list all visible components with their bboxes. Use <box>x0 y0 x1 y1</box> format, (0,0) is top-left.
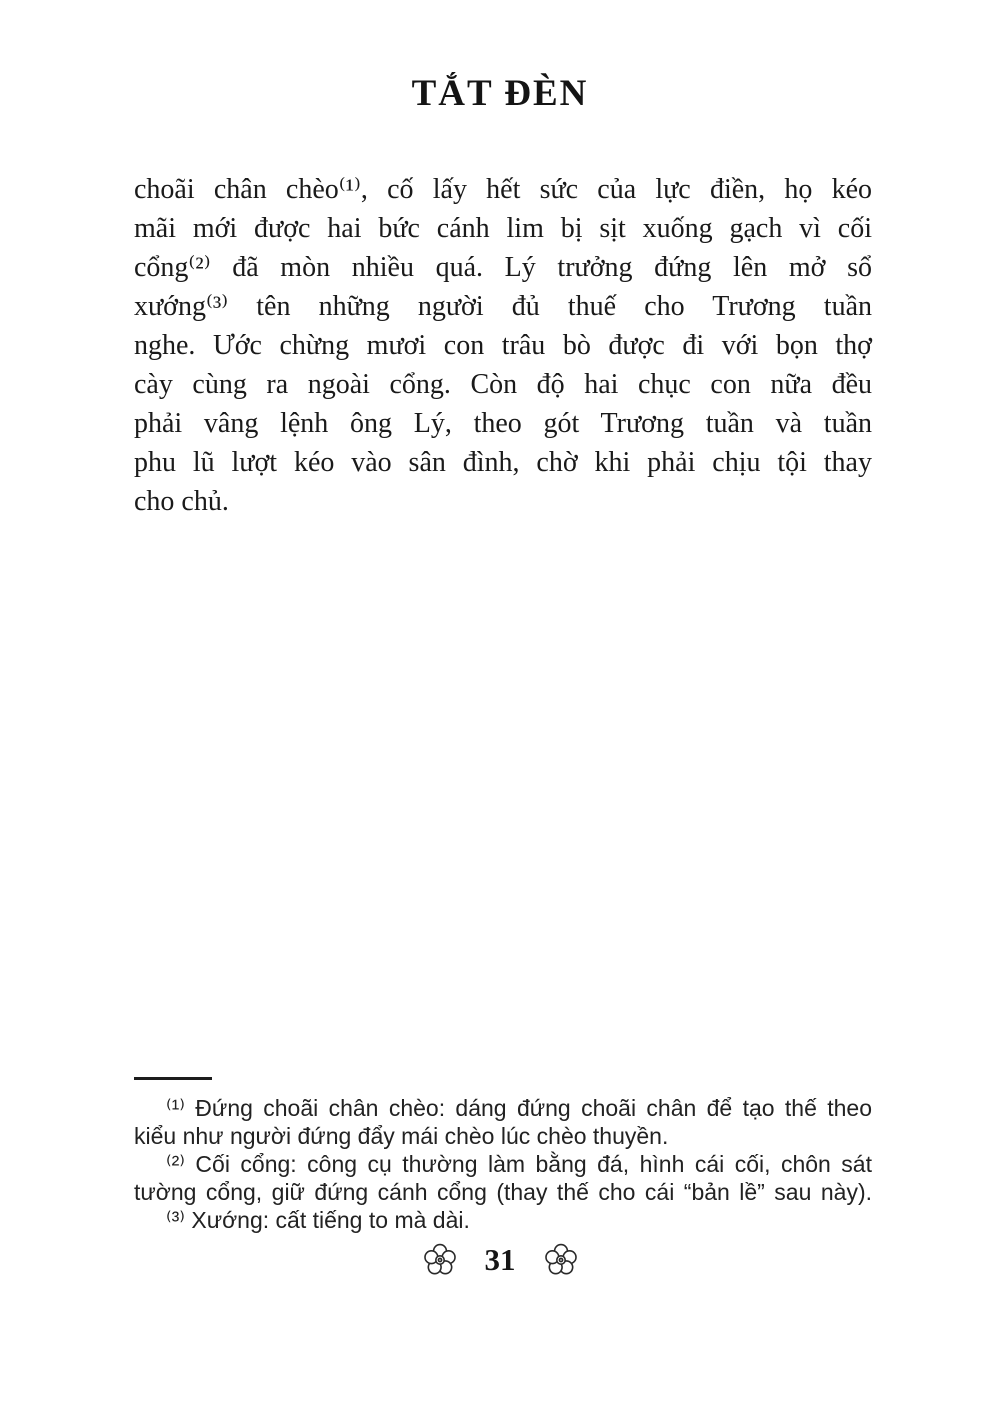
body-line: phu lũ lượt kéo vào sân đình, chờ khi phải chịu tội thay <box>134 447 872 478</box>
body-line: cày cùng ra ngoài cổng. Còn độ hai chục con nữa đều <box>134 369 872 400</box>
page-footer <box>0 1242 1000 1278</box>
body-line: mãi mới được hai bức cánh lim bị sịt xuống gạch vì cối <box>134 213 872 244</box>
body-line: cho chủ. <box>134 486 229 517</box>
body-paragraph <box>134 170 872 521</box>
footnotes-block <box>134 1094 872 1234</box>
body-line: nghe. Ước chừng mươi con trâu bò được đi với bọn thợ <box>134 330 872 361</box>
footnote-line: tường cổng, giữ đứng cánh cổng (thay thế cho cái “bản lề” sau này). <box>134 1179 872 1205</box>
body-line: xướng⁽³⁾ tên những người đủ thuế cho Trương tuần <box>134 291 872 322</box>
footnote-line: ⁽³⁾ Xướng: cất tiếng to mà dài. <box>166 1207 470 1233</box>
body-line: phải vâng lệnh ông Lý, theo gót Trương tuần và tuần <box>134 408 872 439</box>
body-line: choãi chân chèo⁽¹⁾, cố lấy hết sức của lực điền, họ kéo <box>134 174 872 205</box>
footnote-line: ⁽²⁾ Cối cổng: công cụ thường làm bằng đá, hình cái cối, chôn sát <box>166 1151 872 1177</box>
body-line: cổng⁽²⁾ đã mòn nhiều quá. Lý trưởng đứng lên mở sổ <box>134 252 872 283</box>
footnote-line: ⁽¹⁾ Đứng choãi chân chèo: dáng đứng choãi chân để tạo thế theo <box>166 1095 872 1121</box>
flower-ornament-icon <box>423 1243 457 1277</box>
page-title: TẮT ĐÈN <box>411 73 589 114</box>
page-number: 31 <box>484 1242 516 1277</box>
flower-ornament-icon <box>544 1243 578 1277</box>
footnote-rule <box>134 1077 212 1080</box>
footnote-line: kiểu như người đứng đẩy mái chèo lúc chèo thuyền. <box>134 1123 669 1149</box>
